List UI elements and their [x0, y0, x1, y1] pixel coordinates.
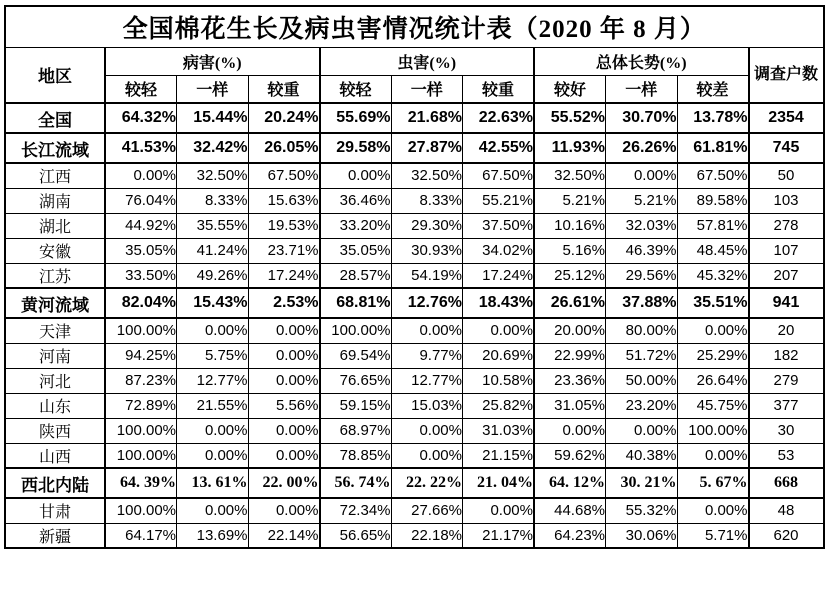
value-cell: 76.04% [105, 188, 177, 213]
value-cell: 29.30% [391, 213, 463, 238]
value-cell: 33.50% [105, 263, 177, 288]
value-cell: 69.54% [320, 343, 392, 368]
table-body [5, 103, 824, 548]
value-cell: 10.58% [463, 368, 535, 393]
value-cell: 40.38% [606, 443, 678, 468]
value-cell: 32.50% [534, 163, 606, 188]
value-cell: 25.29% [677, 343, 749, 368]
value-cell: 2.53% [248, 288, 320, 318]
region-cell: 长江流域 [5, 133, 105, 163]
value-cell: 51.72% [606, 343, 678, 368]
value-cell: 49.26% [177, 263, 249, 288]
cotton-statistics-table [4, 5, 825, 549]
value-cell: 21. 04% [463, 468, 535, 498]
value-cell: 0.00% [534, 418, 606, 443]
table-row [5, 163, 824, 188]
value-cell: 55.52% [534, 103, 606, 133]
value-cell: 0.00% [677, 443, 749, 468]
region-column-header: 地区 [5, 47, 105, 103]
value-cell: 30.70% [606, 103, 678, 133]
value-cell: 59.62% [534, 443, 606, 468]
value-cell: 0.00% [248, 498, 320, 523]
households-cell: 2354 [749, 103, 824, 133]
value-cell: 13.78% [677, 103, 749, 133]
value-cell: 5.71% [677, 523, 749, 548]
value-cell: 0.00% [391, 418, 463, 443]
value-cell: 5.56% [248, 393, 320, 418]
value-cell: 0.00% [463, 498, 535, 523]
households-column-header: 调查户数 [749, 47, 824, 103]
value-cell: 20.69% [463, 343, 535, 368]
value-cell: 94.25% [105, 343, 177, 368]
value-cell: 67.50% [463, 163, 535, 188]
value-cell: 0.00% [391, 318, 463, 343]
group-header: 虫害(%) [320, 47, 535, 75]
value-cell: 11.93% [534, 133, 606, 163]
region-cell: 湖北 [5, 213, 105, 238]
value-cell: 22.14% [248, 523, 320, 548]
region-cell: 安徽 [5, 238, 105, 263]
region-cell: 山东 [5, 393, 105, 418]
value-cell: 12.77% [391, 368, 463, 393]
title-row [5, 6, 824, 47]
value-cell: 76.65% [320, 368, 392, 393]
value-cell: 8.33% [391, 188, 463, 213]
table-row [5, 523, 824, 548]
value-cell: 82.04% [105, 288, 177, 318]
sub-header: 较重 [248, 75, 320, 103]
value-cell: 8.33% [177, 188, 249, 213]
value-cell: 17.24% [463, 263, 535, 288]
value-cell: 68.81% [320, 288, 392, 318]
value-cell: 26.26% [606, 133, 678, 163]
value-cell: 0.00% [105, 163, 177, 188]
value-cell: 26.64% [677, 368, 749, 393]
value-cell: 45.32% [677, 263, 749, 288]
households-cell: 30 [749, 418, 824, 443]
region-cell: 新疆 [5, 523, 105, 548]
sub-header: 一样 [177, 75, 249, 103]
value-cell: 0.00% [248, 418, 320, 443]
value-cell: 0.00% [606, 418, 678, 443]
value-cell: 25.12% [534, 263, 606, 288]
households-cell: 48 [749, 498, 824, 523]
value-cell: 100.00% [105, 318, 177, 343]
sub-header: 一样 [391, 75, 463, 103]
value-cell: 5.21% [534, 188, 606, 213]
households-cell: 107 [749, 238, 824, 263]
value-cell: 100.00% [105, 498, 177, 523]
value-cell: 64.23% [534, 523, 606, 548]
value-cell: 10.16% [534, 213, 606, 238]
value-cell: 78.85% [320, 443, 392, 468]
value-cell: 5.75% [177, 343, 249, 368]
value-cell: 44.68% [534, 498, 606, 523]
value-cell: 22.99% [534, 343, 606, 368]
value-cell: 0.00% [177, 318, 249, 343]
value-cell: 54.19% [391, 263, 463, 288]
value-cell: 37.50% [463, 213, 535, 238]
value-cell: 21.55% [177, 393, 249, 418]
value-cell: 46.39% [606, 238, 678, 263]
households-cell: 377 [749, 393, 824, 418]
region-cell: 湖南 [5, 188, 105, 213]
value-cell: 27.66% [391, 498, 463, 523]
sub-header: 较差 [677, 75, 749, 103]
value-cell: 100.00% [105, 418, 177, 443]
table-title: 全国棉花生长及病虫害情况统计表（2020 年 8 月） [5, 6, 824, 47]
region-cell: 陕西 [5, 418, 105, 443]
value-cell: 80.00% [606, 318, 678, 343]
value-cell: 44.92% [105, 213, 177, 238]
value-cell: 55.32% [606, 498, 678, 523]
table-row [5, 238, 824, 263]
value-cell: 20.24% [248, 103, 320, 133]
value-cell: 35.05% [320, 238, 392, 263]
value-cell: 32.50% [177, 163, 249, 188]
table-row [5, 418, 824, 443]
value-cell: 45.75% [677, 393, 749, 418]
value-cell: 35.05% [105, 238, 177, 263]
value-cell: 64. 12% [534, 468, 606, 498]
value-cell: 28.57% [320, 263, 392, 288]
value-cell: 5.21% [606, 188, 678, 213]
value-cell: 64.17% [105, 523, 177, 548]
value-cell: 100.00% [105, 443, 177, 468]
value-cell: 35.51% [677, 288, 749, 318]
households-cell: 278 [749, 213, 824, 238]
value-cell: 68.97% [320, 418, 392, 443]
households-cell: 941 [749, 288, 824, 318]
value-cell: 0.00% [677, 318, 749, 343]
value-cell: 0.00% [177, 498, 249, 523]
value-cell: 41.24% [177, 238, 249, 263]
value-cell: 100.00% [677, 418, 749, 443]
value-cell: 29.58% [320, 133, 392, 163]
value-cell: 55.21% [463, 188, 535, 213]
value-cell: 25.82% [463, 393, 535, 418]
value-cell: 72.89% [105, 393, 177, 418]
value-cell: 21.15% [463, 443, 535, 468]
value-cell: 23.36% [534, 368, 606, 393]
value-cell: 15.44% [177, 103, 249, 133]
group-header: 病害(%) [105, 47, 320, 75]
sub-header: 较轻 [105, 75, 177, 103]
value-cell: 26.05% [248, 133, 320, 163]
value-cell: 0.00% [677, 498, 749, 523]
value-cell: 31.05% [534, 393, 606, 418]
value-cell: 23.20% [606, 393, 678, 418]
region-cell: 江西 [5, 163, 105, 188]
value-cell: 0.00% [248, 443, 320, 468]
households-cell: 103 [749, 188, 824, 213]
value-cell: 29.56% [606, 263, 678, 288]
value-cell: 15.03% [391, 393, 463, 418]
value-cell: 26.61% [534, 288, 606, 318]
region-cell: 山西 [5, 443, 105, 468]
value-cell: 21.68% [391, 103, 463, 133]
value-cell: 100.00% [320, 318, 392, 343]
value-cell: 0.00% [463, 318, 535, 343]
sub-header-row [5, 75, 824, 103]
region-cell: 甘肃 [5, 498, 105, 523]
table-row [5, 443, 824, 468]
value-cell: 41.53% [105, 133, 177, 163]
households-cell: 50 [749, 163, 824, 188]
value-cell: 21.17% [463, 523, 535, 548]
table-row [5, 263, 824, 288]
value-cell: 0.00% [177, 418, 249, 443]
households-cell: 182 [749, 343, 824, 368]
value-cell: 0.00% [391, 443, 463, 468]
value-cell: 22.18% [391, 523, 463, 548]
sub-header: 较轻 [320, 75, 392, 103]
region-cell: 河南 [5, 343, 105, 368]
value-cell: 56. 74% [320, 468, 392, 498]
value-cell: 64.32% [105, 103, 177, 133]
households-cell: 207 [749, 263, 824, 288]
value-cell: 19.53% [248, 213, 320, 238]
table-row [5, 343, 824, 368]
value-cell: 61.81% [677, 133, 749, 163]
value-cell: 42.55% [463, 133, 535, 163]
value-cell: 31.03% [463, 418, 535, 443]
value-cell: 0.00% [248, 343, 320, 368]
value-cell: 87.23% [105, 368, 177, 393]
table-row [5, 288, 824, 318]
value-cell: 67.50% [248, 163, 320, 188]
value-cell: 23.71% [248, 238, 320, 263]
value-cell: 32.50% [391, 163, 463, 188]
region-cell: 黄河流域 [5, 288, 105, 318]
value-cell: 34.02% [463, 238, 535, 263]
households-cell: 279 [749, 368, 824, 393]
sub-header: 较好 [534, 75, 606, 103]
value-cell: 30.06% [606, 523, 678, 548]
sub-header: 一样 [606, 75, 678, 103]
value-cell: 18.43% [463, 288, 535, 318]
value-cell: 20.00% [534, 318, 606, 343]
value-cell: 56.65% [320, 523, 392, 548]
value-cell: 5. 67% [677, 468, 749, 498]
table-row [5, 368, 824, 393]
value-cell: 35.55% [177, 213, 249, 238]
value-cell: 0.00% [606, 163, 678, 188]
value-cell: 13.69% [177, 523, 249, 548]
value-cell: 57.81% [677, 213, 749, 238]
region-cell: 天津 [5, 318, 105, 343]
value-cell: 64. 39% [105, 468, 177, 498]
group-header: 总体长势(%) [534, 47, 749, 75]
value-cell: 50.00% [606, 368, 678, 393]
table-row [5, 318, 824, 343]
value-cell: 13. 61% [177, 468, 249, 498]
value-cell: 0.00% [320, 163, 392, 188]
value-cell: 15.63% [248, 188, 320, 213]
value-cell: 55.69% [320, 103, 392, 133]
table-row [5, 133, 824, 163]
value-cell: 5.16% [534, 238, 606, 263]
value-cell: 67.50% [677, 163, 749, 188]
region-cell: 西北内陆 [5, 468, 105, 498]
value-cell: 59.15% [320, 393, 392, 418]
value-cell: 89.58% [677, 188, 749, 213]
value-cell: 30. 21% [606, 468, 678, 498]
value-cell: 32.03% [606, 213, 678, 238]
table-row [5, 498, 824, 523]
value-cell: 15.43% [177, 288, 249, 318]
value-cell: 27.87% [391, 133, 463, 163]
group-header-row [5, 47, 824, 75]
region-cell: 全国 [5, 103, 105, 133]
table-row [5, 188, 824, 213]
value-cell: 0.00% [248, 368, 320, 393]
table-row [5, 468, 824, 498]
value-cell: 72.34% [320, 498, 392, 523]
households-cell: 668 [749, 468, 824, 498]
value-cell: 36.46% [320, 188, 392, 213]
table-row [5, 103, 824, 133]
table-row [5, 213, 824, 238]
value-cell: 0.00% [248, 318, 320, 343]
value-cell: 32.42% [177, 133, 249, 163]
value-cell: 30.93% [391, 238, 463, 263]
region-cell: 河北 [5, 368, 105, 393]
value-cell: 12.77% [177, 368, 249, 393]
region-cell: 江苏 [5, 263, 105, 288]
value-cell: 48.45% [677, 238, 749, 263]
value-cell: 33.20% [320, 213, 392, 238]
households-cell: 53 [749, 443, 824, 468]
value-cell: 12.76% [391, 288, 463, 318]
value-cell: 17.24% [248, 263, 320, 288]
households-cell: 620 [749, 523, 824, 548]
value-cell: 22.63% [463, 103, 535, 133]
value-cell: 9.77% [391, 343, 463, 368]
value-cell: 0.00% [177, 443, 249, 468]
value-cell: 37.88% [606, 288, 678, 318]
households-cell: 20 [749, 318, 824, 343]
value-cell: 22. 22% [391, 468, 463, 498]
value-cell: 22. 00% [248, 468, 320, 498]
sub-header: 较重 [463, 75, 535, 103]
households-cell: 745 [749, 133, 824, 163]
table-row [5, 393, 824, 418]
